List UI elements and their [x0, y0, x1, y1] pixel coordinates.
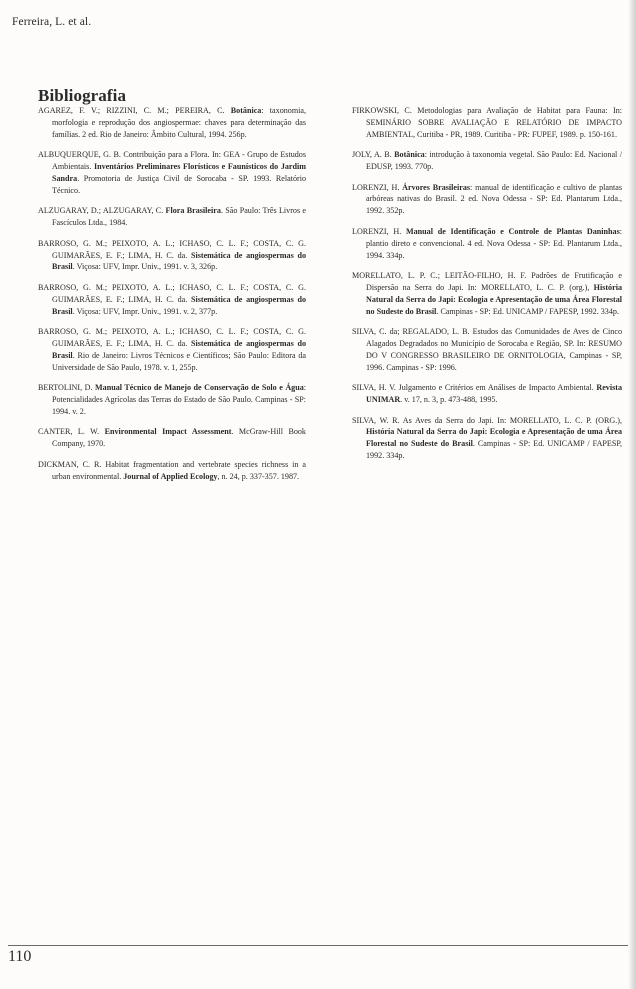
reference-entry: SILVA, H. V. Julgamento e Critérios em Análises de Impacto Ambiental. Revista UNIMAR. v. 17, n. 3, p. 473-488, 1995. [352, 383, 622, 405]
reference-entry: LORENZI, H. Manual de Identificação e Controle de Plantas Daninhas: plantio direto e convencional. 4 ed. Nova Odessa - SP: Ed. Plantarum Ltda., 1994. 334p. [352, 226, 622, 260]
running-head: Ferreira, L. et al. [12, 16, 92, 28]
reference-entry: JOLY, A. B. Botânica: introdução à taxonomia vegetal. São Paulo: Ed. Nacional / EDUSP, 1993. 770p. [352, 150, 622, 172]
page-edge-shadow [628, 0, 636, 989]
page-number: 110 [8, 948, 32, 965]
reference-entry: BARROSO, G. M.; PEIXOTO, A. L.; ICHASO, C. L. F.; COSTA, C. G. GUIMARÃES, E. F.; LIMA, H. C. da. Sistemática de angiospermas do Brasil. Viçosa: UFV, Impr. Univ., 1991. v. 3, 326p. [38, 238, 307, 272]
reference-entry: BARROSO, G. M.; PEIXOTO, A. L.; ICHASO, C. L. F.; COSTA, C. G. GUIMARÃES, E. F.; LIMA, H. C. da. Sistemática de angiospermas do Brasil. Viçosa: UFV, Impr. Univ., 1991. v. 2, 377p. [38, 282, 307, 316]
reference-column-left [38, 105, 306, 491]
reference-entry: FIRKOWSKI, C. Metodologias para Avaliação de Habitat para Fauna: In: SEMINÁRIO SOBRE AVALIAÇÃO E RELATÓRIO DE IMPACTO AMBIENTAL, Curitiba - PR, 1989. Curitiba - PR: FUPEF, 1989. p. 150-161. [352, 106, 622, 139]
reference-entry: CANTER, L. W. Environmental Impact Assessment. McGraw-Hill Book Company, 1970. [38, 427, 306, 449]
reference-entry: BARROSO, G. M.; PEIXOTO, A. L.; ICHASO, C. L. F.; COSTA, C. G. GUIMARÃES, E. F.; LIMA, H. C. da. Sistemática de angiospermas do Brasil. Rio de Janeiro: Livros Técnicos e Científicos; São Paulo: Editora da Universidade de São Paulo, 1978. v. 1, 255p. [38, 327, 307, 372]
section-title: Bibliografia [38, 86, 127, 105]
reference-entry: MORELLATO, L. P. C.; LEITÃO-FILHO, H. F. Padrões de Frutificação e Dispersão na Serra do Japi. In: MORELLATO, L. C. P. (org.), História Natural da Serra do Japi: Ecologia e Apresentação de uma Área Florestal no Sudeste do Brasil. Campinas - SP: Ed. UNICAMP / FAPESP, 1992. 334p. [352, 270, 622, 316]
reference-entry: ALZUGARAY, D.; ALZUGARAY, C. Flora Brasileira. São Paulo: Três Livros e Fascículos Ltda., 1984. [38, 206, 306, 228]
reference-entry: LORENZI, H. Árvores Brasileiras: manual de identificação e cultivo de plantas arbóreas nativas do Brasil. 2 ed. Nova Odessa - SP: Ed. Plantarum Ltda., 1992. 352p. [352, 182, 622, 216]
reference-entry: BERTOLINI, D. Manual Técnico de Manejo de Conservação de Solo e Água: Potencialidades Agrícolas das Terras do Estado de São Paulo. Campinas - SP: 1994. v. 2. [38, 383, 307, 417]
reference-entry: SILVA, W. R. As Aves da Serra do Japi. In: MORELLATO, L. C. P. (ORG.), História Natural da Serra do Japi: Ecologia e Apresentação de uma Área Florestal no Sudeste do Brasil. Campinas - SP: Ed. UNICAMP / FAPESP, 1992. 334p. [352, 415, 623, 461]
footer-rule [8, 945, 628, 946]
reference-entry: AGAREZ, F. V.; RIZZINI, C. M.; PEREIRA, C. Botânica: taxonomia, morfologia e reprodução dos angiospermae: chaves para determinação das famílias. 2 ed. Rio de Janeiro: Âmbito Cultural, 1994. 256p. [38, 106, 306, 139]
reference-entry: ALBUQUERQUE, G. B. Contribuição para a Flora. In: GEA - Grupo de Estudos Ambientais. Inventários Preliminares Florísticos e Faunísticos do Jardim Sandra. Promotoria de Justiça Civil de Sorocaba - SP. 1993. Relatório Técnico. [38, 150, 306, 195]
reference-entry: SILVA, C. da; REGALADO, L. B. Estudos das Comunidades de Aves de Cinco Alagados Degradados no Município de Sorocaba e Região, SP. In: RESUMO DO V CONGRESSO BRASILEIRO DE ORNITOLOGIA, Campinas - SP, 1996. Campinas - SP: 1996. [352, 327, 622, 372]
reference-column-right [352, 105, 622, 471]
reference-entry: DICKMAN, C. R. Habitat fragmentation and vertebrate species richness in a urban environmental. Journal of Applied Ecology, n. 24, p. 337-357. 1987. [38, 459, 306, 481]
